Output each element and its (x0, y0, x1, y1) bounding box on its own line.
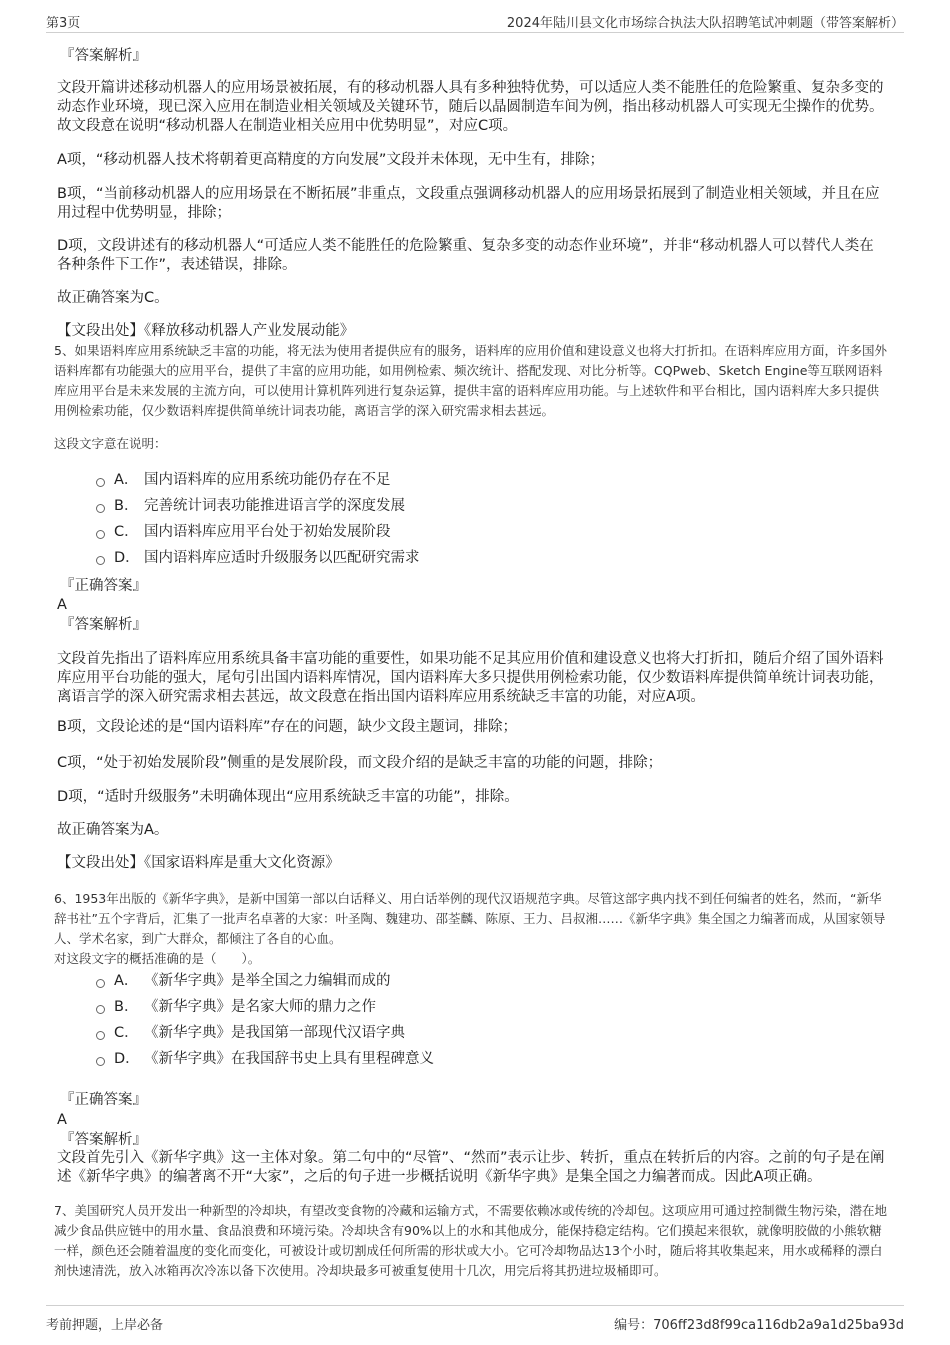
question-stem: 7、美国研究人员开发出一种新型的冷却块，有望改变食物的冷藏和运输方式，不需要依赖冰或传统的冷却包。这项应用可通过控制微生物污染，潜在地减少食品供应链中的用水量、食品浪费和环境污染。冷却块含有90%以上的水和其他成分，能保持稳定结构。它们摸起来很软，就像明胶做的小熊软糖一样，颜色还会随着温度的变化而变化，可被设计或切割成任何所需的形状或大小。它可冷却物品达13个小时，随后将其收集起来，用水或稀释的漂白剂快速清洗，放入冰箱再次冷冻以备下次使用。冷却块最多可被重复使用十几次，用完后将其扔进垃圾桶即可。 (54, 1203, 887, 1278)
option-b[interactable]: B． 完善统计词表功能推进语言学的深度发展 (96, 496, 405, 516)
radio-icon[interactable] (96, 478, 105, 487)
footer-slogan: 考前押题，上岸必备 (46, 1318, 164, 1333)
radio-icon[interactable] (96, 504, 105, 513)
passage-source: 【文段出处】《释放移动机器人产业发展动能》 (57, 323, 355, 339)
analysis-paragraph: A项，“移动机器人技术将朝着更高精度的方向发展”文段并未体现，无中生有，排除； (57, 152, 604, 168)
option-b[interactable]: B． 《新华字典》是名家大师的鼎力之作 (96, 997, 376, 1017)
radio-icon[interactable] (96, 979, 105, 988)
radio-icon[interactable] (96, 1031, 105, 1040)
analysis-paragraph: 文段开篇讲述移动机器人的应用场景被拓展，有的移动机器人具有多种独特优势，可以适应人类不能胜任的危险繁重、复杂多变的动态作业环境，现已深入应用在制造业相关领域及关键环节，随后以晶圆制造车间为例，指出移动机器人可实现无尘操作的优势。故文段意在说明“移动机器人在制造业相关应用中优势明显”，对应C项。 (57, 80, 884, 134)
analysis-paragraph: D项，“适时升级服务”未明确体现出“应用系统缺乏丰富的功能”，排除。 (57, 789, 519, 805)
question-stem: 6、1953年出版的《新华字典》，是新中国第一部以白话释义、用白话举例的现代汉语规范字典。尽管这部字典内找不到任何编者的姓名，然而，“新华辞书社”五个字背后，汇集了一批声名卓著的大家：叶圣陶、魏建功、邵荃麟、陈原、王力、吕叔湘……《新华字典》集全国之力编著而成，从国家领导人、学术名家，到广大群众，都倾注了各自的心血。 (54, 891, 886, 946)
analysis-paragraph: B项，文段论述的是“国内语料库”存在的问题，缺少文段主题词，排除； (57, 719, 517, 735)
question-prompt: 这段文字意在说明： (54, 436, 167, 451)
question-stem: 5、如果语料库应用系统缺乏丰富的功能，将无法为使用者提供应有的服务，语料库的应用价值和建设意义也将大打折扣。在语料库应用方面，许多国外语料库都有功能强大的应用平台，提供了丰富的应用功能，如用例检索、频次统计、搭配发现、对比分析等。CQPweb、Sketch Engine等互联网语料库应用平台是未来发展的主流方向，可以使用计算机阵列进行复杂运算，提供丰富的语料库应用功能。与上述软件和平台相比，国内语料库大多只提供用例检索功能，仅少数语料库提供简单统计词表功能，离语言学的深入研究需求相去甚远。 (54, 343, 887, 418)
correct-answer-label: 『正确答案』 (60, 1092, 147, 1108)
analysis-paragraph: B项，“当前移动机器人的应用场景在不断拓展”非重点，文段重点强调移动机器人的应用场景拓展到了制造业相关领域，并且在应用过程中优势明显，排除； (57, 186, 880, 221)
analysis-paragraph: D项，文段讲述有的移动机器人“可适应人类不能胜任的危险繁重、复杂多变的动态作业环境”，并非“移动机器人可以替代人类在各种条件下工作”，表述错误，排除。 (57, 238, 874, 273)
page-header (46, 0, 904, 33)
analysis-label: 『答案解析』 (60, 48, 147, 64)
document-title: 2024年陆川县文化市场综合执法大队招聘笔试冲刺题（带答案解析） (506, 16, 904, 31)
document-id: 编号：706ff23d8f99ca116db2a9a1d25ba93d (614, 1318, 904, 1333)
option-a[interactable]: A． 国内语料库的应用系统功能仍存在不足 (96, 470, 391, 490)
question-prompt: 对这段文字的概括准确的是（ ）。 (54, 951, 261, 966)
page-number: 第3页 (46, 16, 81, 31)
option-c[interactable]: C． 《新华字典》是我国第一部现代汉语字典 (96, 1023, 405, 1043)
analysis-label: 『答案解析』 (60, 1132, 147, 1148)
correct-answer-label: 『正确答案』 (60, 578, 147, 594)
analysis-paragraph: 文段首先引入《新华字典》这一主体对象。第二句中的“尽管”、“然而”表示让步、转折，重点在转折后的内容。之前的句子是在阐述《新华字典》的编著离不开“大家”，之后的句子进一步概括说明《新华字典》是集全国之力编著而成。因此A项正确。 (57, 1150, 885, 1185)
radio-icon[interactable] (96, 1005, 105, 1014)
radio-icon[interactable] (96, 1057, 105, 1066)
analysis-conclusion: 故正确答案为A。 (57, 822, 169, 838)
page-footer (46, 1305, 904, 1336)
analysis-label: 『答案解析』 (60, 617, 147, 633)
option-d[interactable]: D． 国内语料库应适时升级服务以匹配研究需求 (96, 548, 420, 568)
analysis-conclusion: 故正确答案为C。 (57, 290, 169, 306)
radio-icon[interactable] (96, 556, 105, 565)
radio-icon[interactable] (96, 530, 105, 539)
option-c[interactable]: C． 国内语料库应用平台处于初始发展阶段 (96, 522, 391, 542)
correct-answer: A (57, 1112, 67, 1128)
option-d[interactable]: D． 《新华字典》在我国辞书史上具有里程碑意义 (96, 1049, 434, 1069)
correct-answer: A (57, 597, 67, 613)
option-a[interactable]: A． 《新华字典》是举全国之力编辑而成的 (96, 971, 391, 991)
analysis-paragraph: C项，“处于初始发展阶段”侧重的是发展阶段，而文段介绍的是缺乏丰富的功能的问题，排除； (57, 755, 663, 771)
analysis-paragraph: 文段首先指出了语料库应用系统具备丰富功能的重要性，如果功能不足其应用价值和建设意义也将大打折扣，随后介绍了国外语料库应用平台功能的强大，尾句引出国内语料库情况，国内语料库大多只提供用例检索功能，仅少数语料库提供简单统计词表功能，离语言学的深入研究需求相去甚远，故文段意在指出国内语料库应用系统缺乏丰富的功能，对应A项。 (57, 651, 884, 705)
passage-source: 【文段出处】《国家语料库是重大文化资源》 (57, 855, 340, 871)
